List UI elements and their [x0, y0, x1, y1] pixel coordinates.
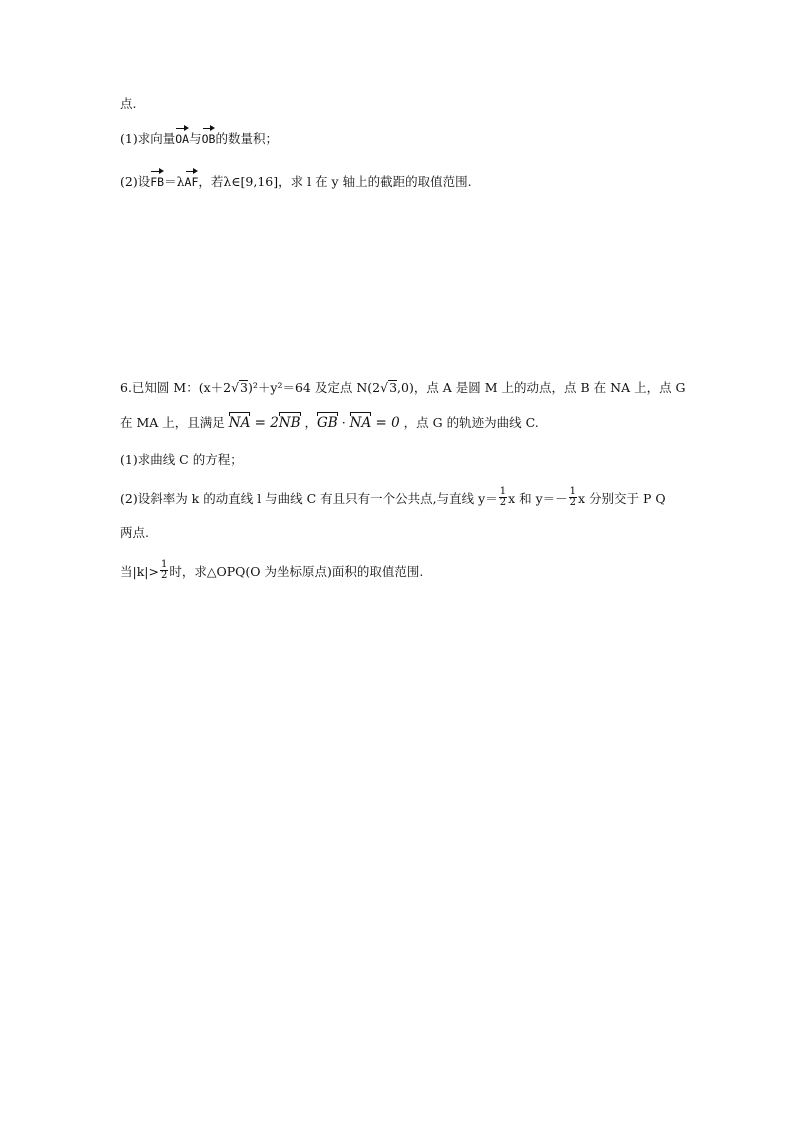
p6-l2-prefix: 在 MA 上，且满足	[120, 415, 229, 430]
p6-statement-line-2	[120, 415, 539, 431]
vector-fb: FB	[150, 175, 165, 189]
p5-question-1	[120, 131, 278, 147]
p6-q2-line2-text: 两点.	[120, 525, 149, 540]
p6-question-3	[120, 559, 424, 583]
sqrt-3-a: 3	[240, 380, 248, 395]
p6-l2-eq2: = 0	[371, 415, 400, 431]
p6-l2-eq1: = 2	[250, 415, 279, 431]
p5-question-2	[120, 174, 472, 190]
sqrt-symbol: √	[380, 380, 389, 395]
p5-tail-text: 点.	[120, 96, 137, 111]
frac-num: 1	[569, 486, 577, 497]
p6-question-2-cont	[120, 525, 149, 541]
p6-q2-prefix: (2)设斜率为 k 的动直线 l 与曲线 C 有且只有一个公共点,与直线 y＝	[120, 491, 498, 506]
vector-nb: NB	[278, 415, 301, 431]
vector-na: NA	[228, 415, 251, 431]
p6-q3-prefix: 当|k|>	[120, 564, 159, 579]
p5-q2-equals: ＝λ	[164, 174, 185, 189]
p6-l2-sep: ，	[300, 415, 318, 430]
p6-l2-dot: ·	[337, 415, 350, 430]
vector-oa: OA	[175, 132, 190, 146]
frac-den: 2	[569, 497, 577, 508]
vector-af: AF	[184, 175, 199, 189]
p6-q3-suffix: 时，求△OPQ(O 为坐标原点)面积的取值范围.	[169, 564, 424, 579]
p6-l1-suffix: ,0)，点 A 是圆 M 上的动点，点 B 在 NA 上，点 G	[397, 380, 686, 395]
p6-q2-suffix: x 分别交于 P Q	[578, 491, 666, 506]
frac-den: 2	[499, 497, 507, 508]
p6-q1-text: (1)求曲线 C 的方程；	[120, 452, 243, 467]
p5-q2-suffix: ，若λ∈[9,16]，求 l 在 y 轴上的截距的取值范围.	[198, 174, 472, 189]
p6-l1-prefix: 6.已知圆 M：(x＋2	[120, 380, 232, 395]
p5-q1-prefix: (1)求向量	[120, 131, 176, 146]
frac-den: 2	[160, 570, 168, 581]
frac-num: 1	[160, 559, 168, 570]
fraction-one-half-c	[160, 560, 168, 581]
vector-gb: GB	[317, 415, 338, 431]
p6-question-1	[120, 452, 243, 468]
fraction-one-half-a	[499, 487, 507, 508]
frac-num: 1	[499, 486, 507, 497]
vector-na-2: NA	[349, 415, 372, 431]
p5-tail-line	[120, 96, 136, 112]
fraction-one-half-b	[569, 487, 577, 508]
p5-q1-suffix: 的数量积；	[215, 131, 278, 146]
p6-question-2	[120, 486, 666, 510]
vector-ob: OB	[201, 132, 216, 146]
sqrt-3-b: 3	[389, 380, 398, 395]
p5-q1-mid: 与	[189, 131, 202, 146]
p6-l2-suffix: ，点 G 的轨迹为曲线 C.	[399, 415, 539, 430]
p6-statement-line-1	[120, 380, 686, 396]
p6-q2-mid: x 和 y＝－	[508, 491, 568, 506]
p5-q2-prefix: (2)设	[120, 174, 151, 189]
sqrt-symbol: √	[231, 380, 240, 395]
p6-l1-mid: )²＋y²＝64 及定点 N(2	[248, 380, 381, 395]
